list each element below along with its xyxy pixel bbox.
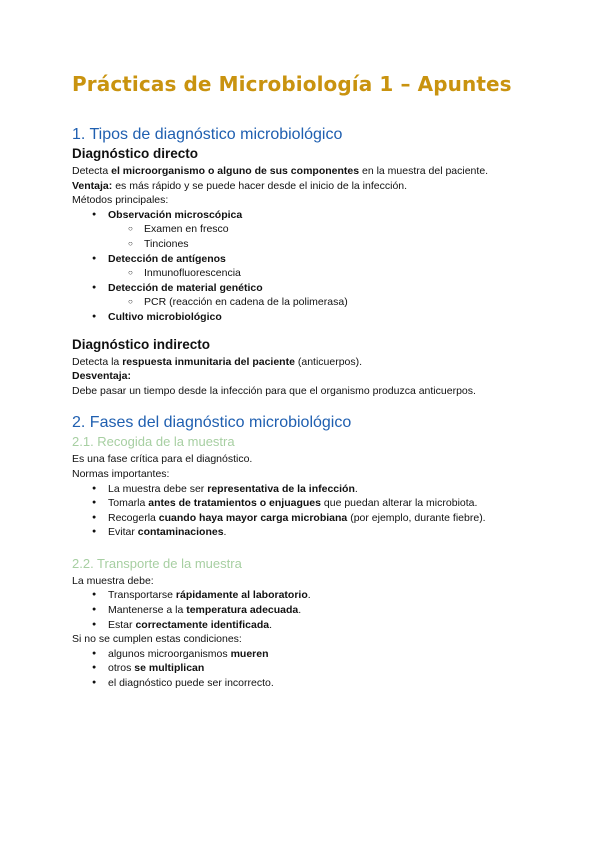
section-2-heading: 2. Fases del diagnóstico microbiológico bbox=[72, 414, 352, 432]
list-item: ● Transportarse rápidamente al laboratorio. bbox=[92, 588, 540, 603]
subsection-2-2-heading: 2.2. Transporte de la muestra bbox=[72, 555, 242, 571]
consequences-intro: Si no se cumplen estas condiciones: bbox=[72, 633, 242, 646]
sub-list bbox=[108, 222, 540, 251]
list-item: ○ Examen en fresco bbox=[128, 222, 540, 237]
transport-rules-list bbox=[72, 588, 540, 632]
list-item: ● Mantenerse a la temperatura adecuada. bbox=[92, 603, 540, 618]
indirect-diagnosis-heading: Diagnóstico indirecto bbox=[72, 336, 211, 352]
document-title: Prácticas de Microbiología 1 – Apuntes bbox=[72, 72, 512, 96]
list-item: ○ Inmunofluorescencia bbox=[128, 266, 540, 281]
collection-rules-intro: Normas importantes: bbox=[72, 467, 170, 480]
collection-rules-list bbox=[72, 482, 540, 540]
list-item: ○ Tinciones bbox=[128, 237, 540, 252]
list-item: ● Observación microscópica ○ Examen en fresco ○ Tinciones bbox=[92, 208, 540, 252]
methods-list bbox=[72, 208, 540, 325]
subsection-2-1-heading: 2.1. Recogida de la muestra bbox=[72, 434, 235, 450]
direct-diagnosis-heading: Diagnóstico directo bbox=[72, 146, 199, 161]
sub-list bbox=[108, 295, 540, 310]
list-item: ● Detección de material genético ○ PCR (reacción en cadena de la polimerasa) bbox=[92, 281, 540, 310]
list-item: ● Evitar contaminaciones. bbox=[92, 525, 540, 540]
indirect-disadvantage-text: Debe pasar un tiempo desde la infección para que el organismo produzca anticuerpos. bbox=[72, 384, 476, 397]
section-1-heading: 1. Tipos de diagnóstico microbiológico bbox=[72, 126, 343, 143]
direct-description: Detecta el microorganismo o alguno de sus componentes en la muestra del paciente. bbox=[72, 165, 489, 177]
list-item: ● Recogerla cuando haya mayor carga microbiana (por ejemplo, durante fiebre). bbox=[92, 511, 540, 526]
methods-intro: Métodos principales: bbox=[72, 194, 169, 207]
indirect-description: Detecta la respuesta inmunitaria del paciente (anticuerpos). bbox=[72, 355, 363, 368]
list-item: ● otros se multiplican bbox=[92, 661, 540, 676]
list-item: ● Tomarla antes de tratamientos o enjuagues que puedan alterar la microbiota. bbox=[92, 496, 540, 511]
list-item: ● algunos microorganismos mueren bbox=[92, 647, 540, 662]
indirect-disadvantage-label: Desventaja: bbox=[72, 370, 131, 383]
collection-intro: Es una fase crítica para el diagnóstico. bbox=[72, 453, 253, 466]
transport-intro: La muestra debe: bbox=[72, 574, 154, 587]
list-item: ○ PCR (reacción en cadena de la polimerasa) bbox=[128, 295, 540, 310]
direct-advantage: Ventaja: es más rápido y se puede hacer desde el inicio de la infección. bbox=[72, 179, 408, 192]
list-item: ● La muestra debe ser representativa de la infección. bbox=[92, 482, 540, 497]
sub-list bbox=[108, 266, 540, 281]
list-item: ● Cultivo microbiológico bbox=[92, 310, 540, 325]
list-item: ● Estar correctamente identificada. bbox=[92, 618, 540, 633]
consequences-list bbox=[72, 647, 540, 691]
list-item: ● el diagnóstico puede ser incorrecto. bbox=[92, 676, 540, 691]
list-item: ● Detección de antígenos ○ Inmunofluorescencia bbox=[92, 252, 540, 281]
